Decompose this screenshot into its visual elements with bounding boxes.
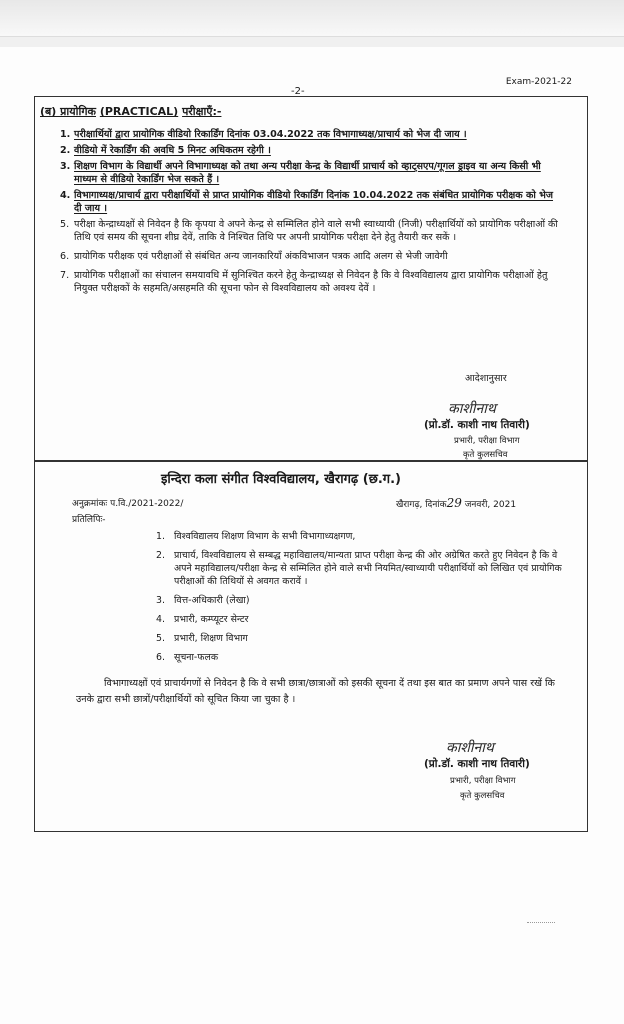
signatory-name-1: (प्रो.डॉ. काशी नाथ तिवारी) xyxy=(424,419,530,431)
practical-heading-prefix: (ब) प्रायोगिक xyxy=(40,105,96,118)
list-item: 1. विश्वविद्यालय शिक्षण विभाग के सभी विभागाध्यक्षगण, xyxy=(156,531,356,542)
practical-heading xyxy=(40,104,221,119)
date-line: खैरागढ़, दिनांक29 जनवरी, 2021 xyxy=(396,496,517,510)
list-item: 3. वित्त-अधिकारी (लेखा) xyxy=(156,595,250,606)
order-text: आदेशानुसार xyxy=(465,373,507,384)
signatory-role-2b: कृते कुलसचिव xyxy=(460,791,505,801)
scan-edge xyxy=(0,0,624,40)
practical-heading-suffix: परीक्षाएँ:- xyxy=(182,105,222,118)
list-item: 6. सूचना-फलक xyxy=(156,652,219,663)
closing-paragraph: विभागाध्यक्षों एवं प्राचार्यगणों से निवेदन है कि वे सभी छात्रा/छात्राओं को इसकी सूचना दें तथा इस बात का प्रमाण अपने पास रखें कि उनके द्वारा सभी छात्रों/परीक्षार्थियों को सूचित किया जा चुका है । xyxy=(76,678,555,705)
list-item: 7. प्रायोगिक परीक्षाओं का संचालन समयावधि में सुनिश्चित करने हेतु केन्द्राध्यक्ष से निवेदन है कि वे विश्वविद्यालय द्वारा प्रायोगिक परीक्षाओं हेतु नियुक्त परीक्षकों के सहमति/असहमति की सूचना फोन से विश्वविद्यालय को अवश्य देवें । xyxy=(60,270,548,294)
scan-band xyxy=(0,36,624,47)
signature-1: काशीनाथ xyxy=(448,401,496,417)
scan-mark xyxy=(527,922,555,925)
practical-heading-english: (PRACTICAL) xyxy=(99,105,179,118)
list-item: 1. परीक्षार्थियों द्वारा प्रायोगिक वीडियो रिकार्डिंग दिनांक 03.04.2022 तक विभागाध्यक्ष/प्राचार्य को भेज दी जाय । xyxy=(60,129,467,140)
university-name: इन्दिरा कला संगीत विश्वविद्यालय, खैरागढ़ (छ.ग.) xyxy=(161,472,401,487)
date-day: 29 xyxy=(446,496,462,510)
signatory-name-2: (प्रो.डॉ. काशी नाथ तिवारी) xyxy=(424,758,530,770)
list-item: 3. शिक्षण विभाग के विद्यार्थी अपने विभागाध्यक्ष को तथा अन्य परीक्षा केन्द्र के विद्यार्थी प्राचार्य को व्हाट्सएप/गूगल ड्राइव या अन्य किसी भी माध्यम से वीडियो रेकार्डिंग भेज सकते हैं । xyxy=(60,161,541,185)
list-item: 2. वीडियो में रेकार्डिंग की अवधि 5 मिनट अधिकतम रहेगी । xyxy=(60,145,271,156)
signatory-role-2: प्रभारी, परीक्षा विभाग xyxy=(450,776,516,786)
practical-instructions xyxy=(60,128,560,298)
copy-label: प्रतिलिपिः- xyxy=(72,515,106,525)
signatory-role-1: प्रभारी, परीक्षा विभाग xyxy=(454,436,520,446)
list-item: 6. प्रायोगिक परीक्षक एवं परीक्षाओं से संबंधित अन्य जानकारियाँ अंकविभाजन पत्रक आदि अलग से भेजी जावेगी xyxy=(60,251,448,262)
exam-code: Exam-2021-22 xyxy=(505,77,572,87)
reference-number: अनुक्रमांकः प.वि./2021-2022/ xyxy=(72,499,184,509)
list-item: 4. विभागाध्यक्ष/प्राचार्य द्वारा परीक्षार्थियों से प्राप्त प्रायोगिक वीडियो रिकार्डिंग दिनांक 10.04.2022 तक संबंधित प्रायोगिक परीक्षक को भेज दी जाय । xyxy=(60,190,554,214)
list-item: 5. परीक्षा केन्द्राध्यक्षों से निवेदन है कि कृपया वे अपने केन्द्र से सम्मिलित होने वाले सभी स्वाध्यायी (निजी) परीक्षार्थियों को प्रायोगिक परीक्षाओं की तिथि एवं समय की सूचना शीघ्र देवें, ताकि वे निश्चित तिथि पर अपनी प्रायोगिक परीक्षा देने हेतु तैयारी कर सकें । xyxy=(60,219,558,243)
list-item: 5. प्रभारी, शिक्षण विभाग xyxy=(156,633,248,644)
copy-recipients xyxy=(156,530,566,670)
page-number: -2- xyxy=(291,86,305,97)
signatory-role-1b: कृते कुलसचिव xyxy=(463,450,508,460)
signature-2: काशीनाथ xyxy=(446,740,494,756)
list-item: 2. प्राचार्य, विश्वविद्यालय से सम्बद्ध महाविद्यालय/मान्यता प्राप्त परीक्षा केन्द्र की ओर अग्रेषित करते हुए निवेदन है कि वे अपने महाविद्यालय/परीक्षा केन्द्र से सम्मिलित होने वाले सभी नियमित/स्वाध्यायी परीक्षार्थियों को लिखित एवं प्रायोगिक परीक्षाओं की तिथियों से अवगत करावें । xyxy=(156,550,562,587)
list-item: 4. प्रभारी, कम्प्यूटर सेन्टर xyxy=(156,614,249,625)
